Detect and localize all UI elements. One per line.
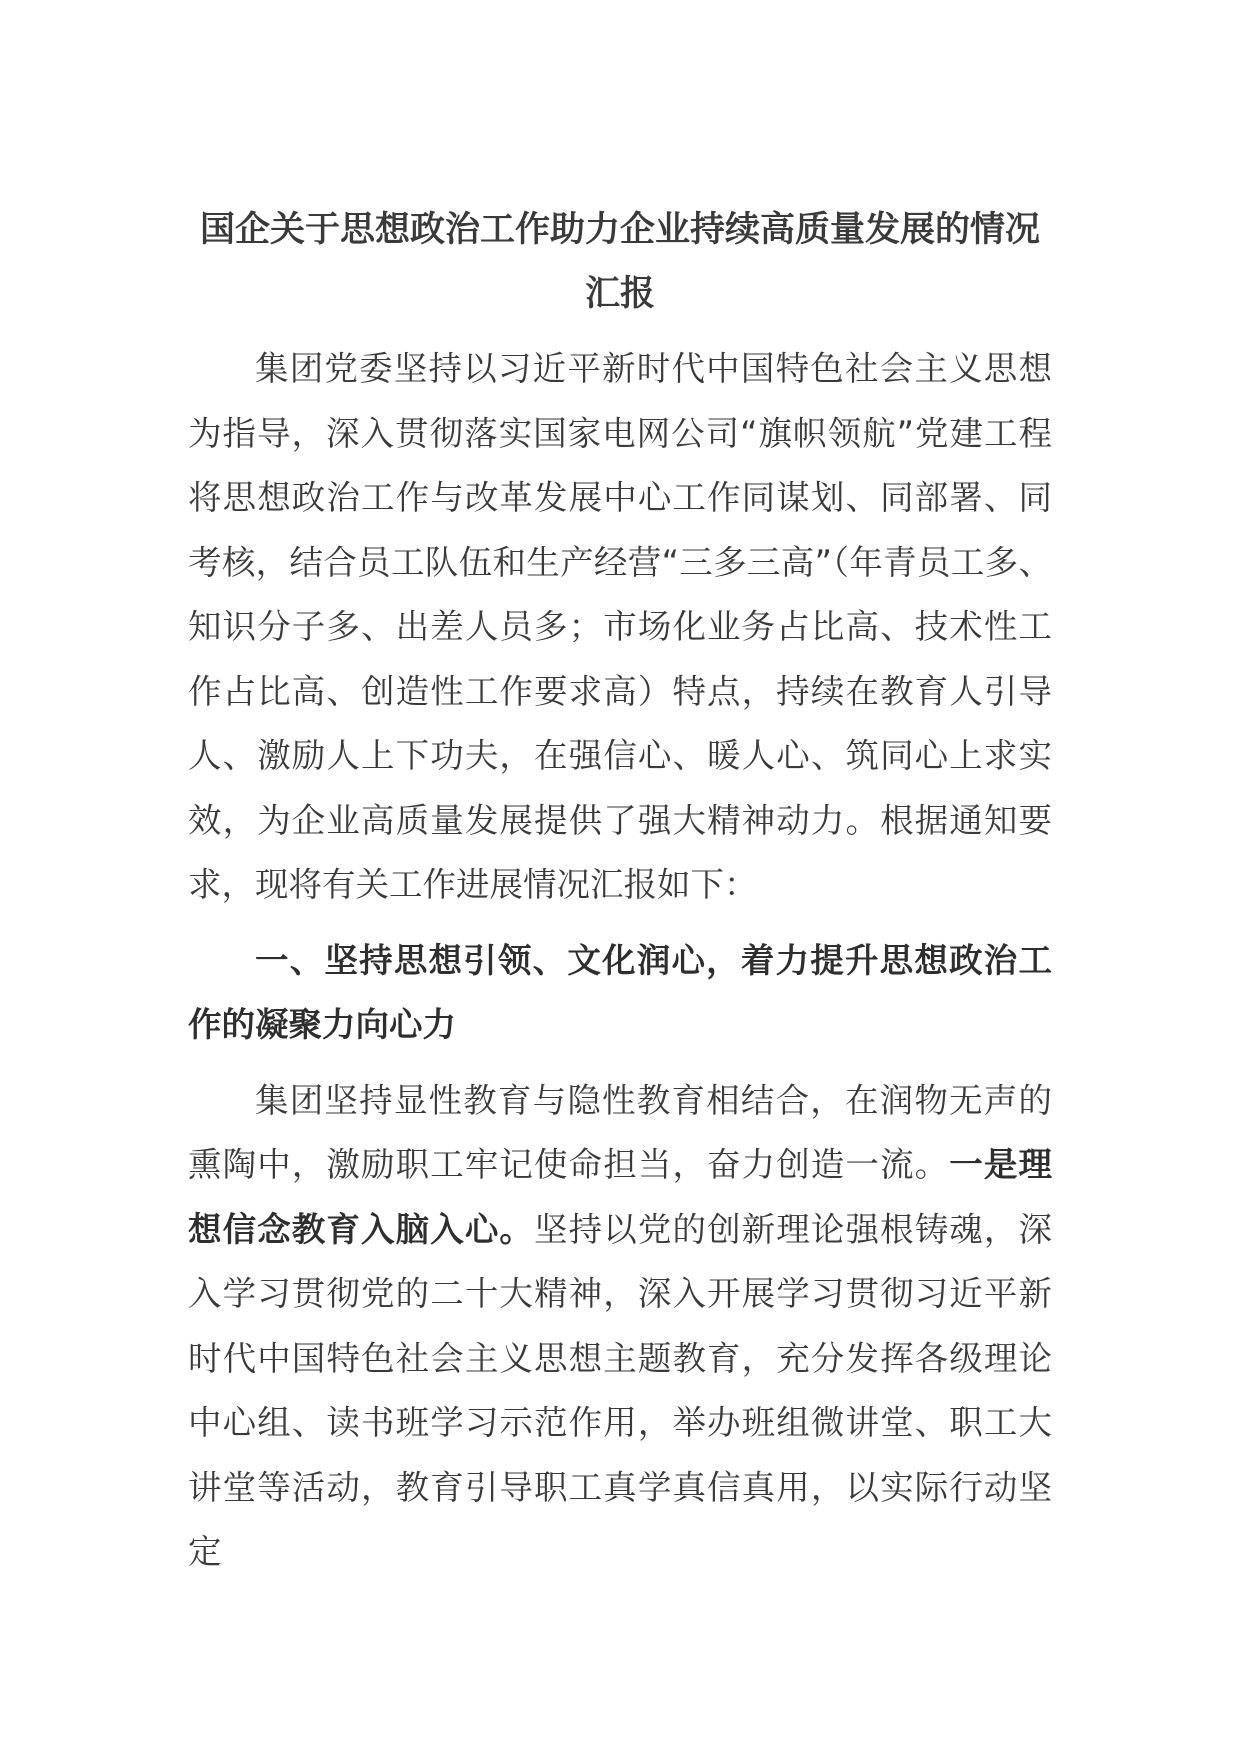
document-title: 国企关于思想政治工作助力企业持续高质量发展的情况汇报	[199, 210, 1040, 314]
section-1-rest-text: 坚持以党的创新理论强根铸魂，深入学习贯彻党的二十大精神，深入开展学习贯彻习近平新时代中国特色社会主义思想主题教育，充分发挥各级理论中心组、读书班学习示范作用，举办班组微讲堂、职工大讲堂等活动，教育引导职工真学真信真用，以实际行动坚定	[188, 1209, 1053, 1571]
section-1-paragraph	[188, 1069, 1052, 1585]
document-page	[188, 198, 1052, 1585]
section-1-heading: 一、坚持思想引领、文化润心，着力提升思想政治工作的凝聚力向心力	[188, 940, 1052, 1044]
intro-paragraph: 集团党委坚持以习近平新时代中国特色社会主义思想为指导，深入贯彻落实国家电网公司“旗帜领航”党建工程将思想政治工作与改革发展中心工作同谋划、同部署、同考核，结合员工队伍和生产经营“三多三高”（年青员工多、知识分子多、出差人员多；市场化业务占比高、技术性工作占比高、创造性工作要求高）特点，持续在教育人引导人、激励人上下功夫，在强信心、暖人心、筑同心上求实效，为企业高质量发展提供了强大精神动力。根据通知要求，现将有关工作进展情况汇报如下：	[188, 349, 1052, 904]
section-1-lead-text: 集团坚持显性教育与隐性教育相结合，在润物无声的熏陶中，激励职工牢记使命担当，奋力创造一流。	[188, 1080, 1052, 1184]
section-1-bold-point: 一是理想信念教育入脑入心。	[188, 1145, 1053, 1249]
